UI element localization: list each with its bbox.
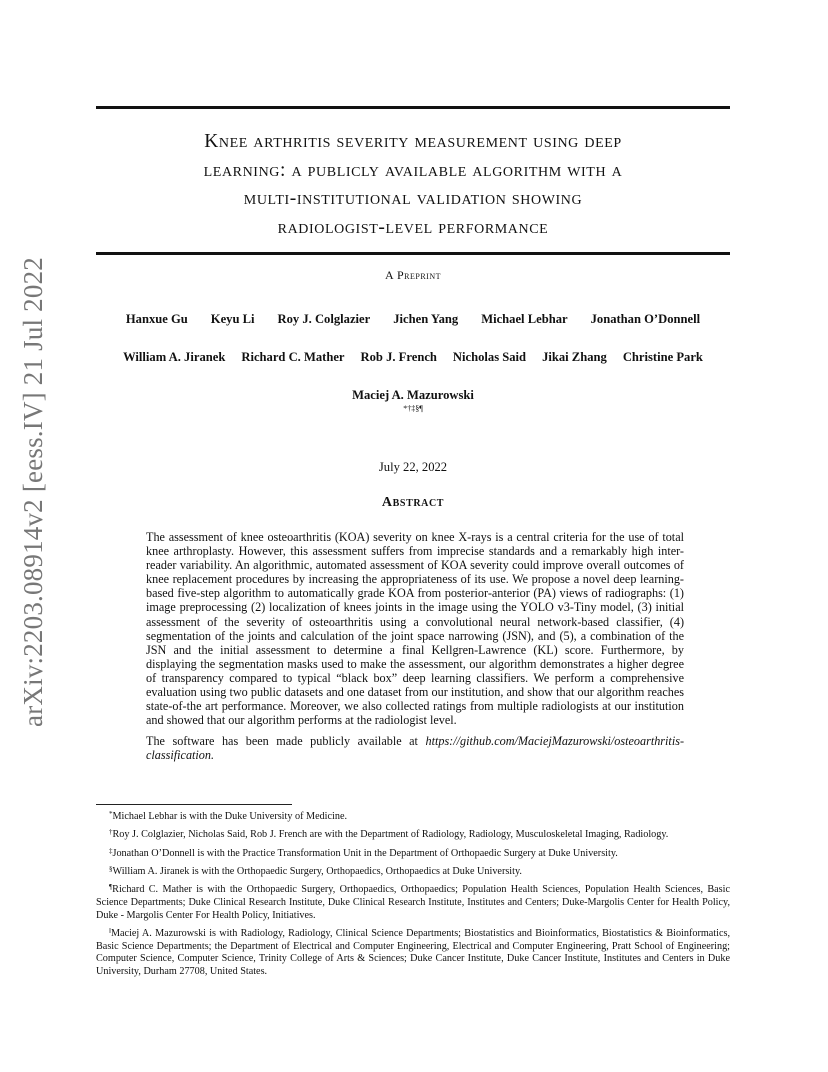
footnote (96, 826, 730, 842)
author-name: Hanxue Gu (125, 312, 188, 326)
footnote (96, 881, 730, 922)
author-name: Nicholas Said (452, 350, 527, 364)
footnote (96, 925, 730, 979)
footnote (96, 863, 730, 879)
author-name: Jonathan O’Donnell (590, 312, 701, 326)
author-row-2 (96, 350, 730, 365)
footnote-text: Jonathan O’Donnell is with the Practice Transformation Unit in the Department of Orthopaedic Surgery at Duke University. (112, 847, 618, 859)
software-link[interactable]: https://github.com/MaciejMazurowski/osteoarthritis-classification. (146, 734, 685, 763)
affiliation-marks: *†‡§¶ (403, 404, 423, 413)
footnote-text: Michael Lebhar is with the Duke University of Medicine. (112, 811, 348, 822)
arxiv-stamp-text: arXiv:2203.08914v2 [eess.IV] 21 Jul 2022 (17, 257, 48, 727)
footnote-mark: ‡ (109, 846, 113, 855)
paper-date: July 22, 2022 (378, 460, 448, 474)
footnote-text: Richard C. Mather is with the Orthopaedic Surgery, Orthopaedics, Orthopaedics; Population Health Sciences, Population Health Sciences, Basic Science Departments; Duke Clinical Research Institute, Duke Clinical Research Institute, Institutes and Centers; Duke-Margolis Center for Health Policy, Duke - Margolis Center For Health Policy, Initiatives. (96, 884, 730, 921)
footnote-mark: * (109, 810, 113, 818)
author-name: William A. Jiranek (123, 350, 226, 364)
author-name: Keyu Li (210, 312, 255, 326)
title-line-4: radiologist-level performance (277, 216, 549, 238)
title-line-1: Knee arthritis severity measurement using deep (204, 131, 622, 152)
footnote-rule (96, 804, 292, 805)
author-name: Christine Park (622, 350, 703, 364)
footnote-text: Maciej A. Mazurowski is with Radiology, Radiology, Clinical Science Departments; Biostatistics and Bioinformatics, Biostatistics & Bioinformatics, Basic Science Departments; the Department of Electrical and Computer Engineering, Electrical and Computer Engineering, Pratt School of Engineering; Computer Science, Computer Science, Trinity College of Arts & Sciences; Duke Cancer Institute, Duke Cancer Institute, Institutes and Centers in Duke University, Durham 27708, United States. (96, 927, 730, 977)
author-name: Roy J. Colglazier (277, 312, 371, 326)
abstract-paragraph: The assessment of knee osteoarthritis (KOA) severity on knee X-rays is a central criteria for the use of total knee arthroplasty. However, this assessment suffers from imprecise standards and a remarkably high inter-reader variability. An algorithmic, automated assessment of KOA severity could improve overall outcomes of knee replacement procedures by increasing the appropriateness of its use. We propose a novel deep learning-based five-step algorithm to automatically grade KOA from posterior-anterior (PA) views of radiographs: (1) image preprocessing (2) localization of knees joints in the image using the YOLO v3-Tiny model, (3) initial assessment of the severity of osteoarthritis using a convolutional neural network-based classifier, (4) segmentation of the joints and calculation of the joint space narrowing (JSN), and (5), a combination of the JSN and the initial assessment to determine a final Kellgren-Lawrence (KL) score. Furthermore, by displaying the segmentation masks used to make the assessment, our algorithm demonstrates a higher degree of transparency compared to typical “black box” deep learning classifiers. We perform a comprehensive evaluation using two public datasets and one dataset from our institution, and show that our algorithm reaches state-of-the art performance. Moreover, we also collected ratings from multiple radiologists at our institution and showed that our algorithm performs at the radiologist level. (146, 530, 684, 728)
software-paragraph (146, 734, 684, 762)
footnote-text: Roy J. Colglazier, Nicholas Said, Rob J. French are with the Department of Radiology, Radiology, Musculoskeletal Imaging, Radiology. (112, 829, 669, 841)
arxiv-stamp (8, 257, 58, 727)
footnote-mark: ‖ (109, 926, 111, 935)
title-line-2: learning: a publicly available algorithm with a (203, 159, 623, 181)
author-name: Rob J. French (360, 350, 437, 364)
author-row-3 (96, 388, 730, 403)
author-name: Jikai Zhang (542, 350, 607, 364)
abstract-heading: Abstract (381, 495, 445, 510)
author-name: Richard C. Mather (241, 350, 345, 364)
author-row-1 (96, 312, 730, 327)
title-top-rule (96, 106, 730, 109)
footnote-text: William A. Jiranek is with the Orthopaedic Surgery, Orthopaedics, Orthopaedics at Duke University. (112, 865, 522, 877)
author-name: Maciej A. Mazurowski (352, 388, 474, 402)
preprint-label: A Preprint (384, 268, 441, 282)
footnote-mark: ¶ (109, 883, 113, 892)
footnote-mark: † (109, 828, 113, 837)
author-name: Michael Lebhar (481, 312, 568, 326)
footnote (96, 845, 730, 861)
title-line-3: multi-institutional validation showing (243, 188, 583, 210)
title-bottom-rule (96, 252, 730, 255)
footnote-mark: § (109, 864, 113, 873)
footnotes (96, 808, 730, 981)
abstract-body (146, 530, 684, 763)
author-name: Jichen Yang (393, 312, 459, 326)
software-text: The software has been made publicly available at (146, 734, 418, 749)
paper-title (96, 128, 730, 242)
footnote (96, 808, 730, 824)
